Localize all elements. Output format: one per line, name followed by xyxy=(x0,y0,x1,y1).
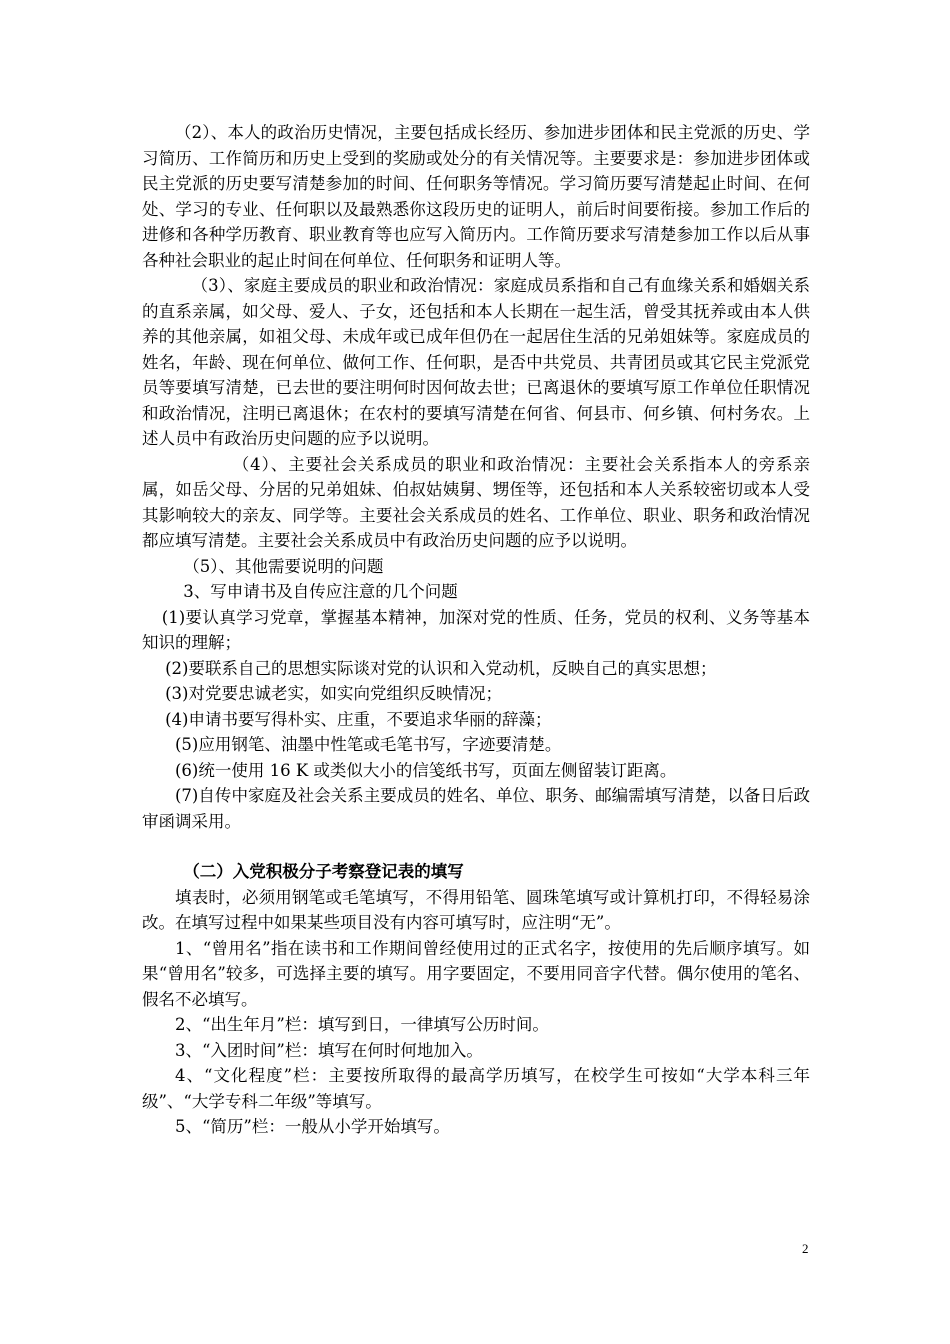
paragraph-birth-date: 2、“出生年月”栏：填写到日，一律填写公历时间。 xyxy=(175,1015,549,1034)
page-number: 2 xyxy=(802,1241,809,1256)
paragraph-other-issues: （5）、其他需要说明的问题 xyxy=(183,556,384,576)
section-notes-heading: 3、写申请书及自传应注意的几个问题 xyxy=(183,582,458,601)
list-item: (5)应用钢笔、油墨中性笔或毛笔书写，字迹要清楚。 xyxy=(175,735,562,754)
paragraph-resume: 5、“简历”栏：一般从小学开始填写。 xyxy=(175,1117,450,1136)
paragraph-education-level: 4、“文化程度”栏：主要按所取得的最高学历填写，在校学生可按如“大学本科三年级”、“大学专科二年级”等填写。 xyxy=(142,1066,810,1111)
list-item: (1)要认真学习党章，掌握基本精神，加深对党的性质、任务，党员的权利、义务等基本知识的理解； xyxy=(142,607,810,652)
paragraph-political-history: （2）、本人的政治历史情况，主要包括成长经历、参加进步团体和民主党派的历史、学习简历、工作简历和历史上受到的奖励或处分的有关情况等。主要要求是：参加进步团体或民主党派的历史要写清楚参加的时间、任何职务等情况。学习简历要写清楚起止时间、在何处、学习的专业、任何职以及最熟悉你这段历史的证明人，前后时间要衔接。参加工作后的进修和各种学历教育、职业教育等也应写入简历内。工作简历要求写清楚参加工作以后从事各种社会职业的起止时间在何单位、任何职务和证明人等。 xyxy=(142,123,810,270)
spacer xyxy=(142,834,810,859)
list-item: (4)申请书要写得朴实、庄重，不要追求华丽的辞藻； xyxy=(165,709,552,729)
list-item: (6)统一使用 16 K 或类似大小的信笺纸书写，页面左侧留装订距离。 xyxy=(175,760,677,780)
document-body xyxy=(142,120,810,1140)
section-heading: （二）入党积极分子考察登记表的填写 xyxy=(183,862,464,881)
paragraph-family-members: （3）、家庭主要成员的职业和政治情况：家庭成员系指和自己有血缘关系和婚姻关系的直系亲属，如父母、爱人、子女，还包括和本人长期在一起生活，曾受其抚养或由本人供养的其他亲属，如祖父母、未成年或已成年但仍在一起居住生活的兄弟姐妹等。家庭成员的姓名，年龄、现在何单位、做何工作、任何职，是否中共党员、共青团员或其它民主党派党员等要填写清楚，已去世的要注明何时因何故去世；已离退休的要填写原工作单位任职情况和政治情况，注明已离退休；在农村的要填写清楚在何省、何县市、何乡镇、何村务农。上述人员中有政治历史问题的应予以说明。 xyxy=(142,276,810,448)
list-item: (2)要联系自己的思想实际谈对党的认识和入党动机，反映自己的真实思想； xyxy=(165,658,717,678)
list-item: (3)对党要忠诚老实，如实向党组织反映情况； xyxy=(165,684,502,703)
list-item: (7)自传中家庭及社会关系主要成员的姓名、单位、职务、邮编需填写清楚，以备日后政审函调采用。 xyxy=(142,786,810,831)
paragraph-league-date: 3、“入团时间”栏：填写在何时何地加入。 xyxy=(175,1040,483,1060)
paragraph-social-relations: （4）、主要社会关系成员的职业和政治情况：主要社会关系指本人的旁系亲属，如岳父母、分居的兄弟姐妹、伯叔姑姨舅、甥侄等，还包括和本人关系较密切或本人受其影响较大的亲友、同学等。主要社会关系成员的姓名、工作单位、职业、职务和政治情况都应填写清楚。主要社会关系成员中有政治历史问题的应予以说明。 xyxy=(142,454,810,550)
paragraph-former-name: 1、“曾用名”指在读书和工作期间曾经使用过的正式名字，按使用的先后顺序填写。如果“曾用名”较多，可选择主要的填写。用字要固定，不要用同音字代替。偶尔使用的笔名、假名不必填写。 xyxy=(142,938,810,1009)
paragraph-fill-instructions: 填表时，必须用钢笔或毛笔填写，不得用铅笔、圆珠笔填写或计算机打印，不得轻易涂改。在填写过程中如果某些项目没有内容可填写时，应注明“无”。 xyxy=(142,887,810,932)
